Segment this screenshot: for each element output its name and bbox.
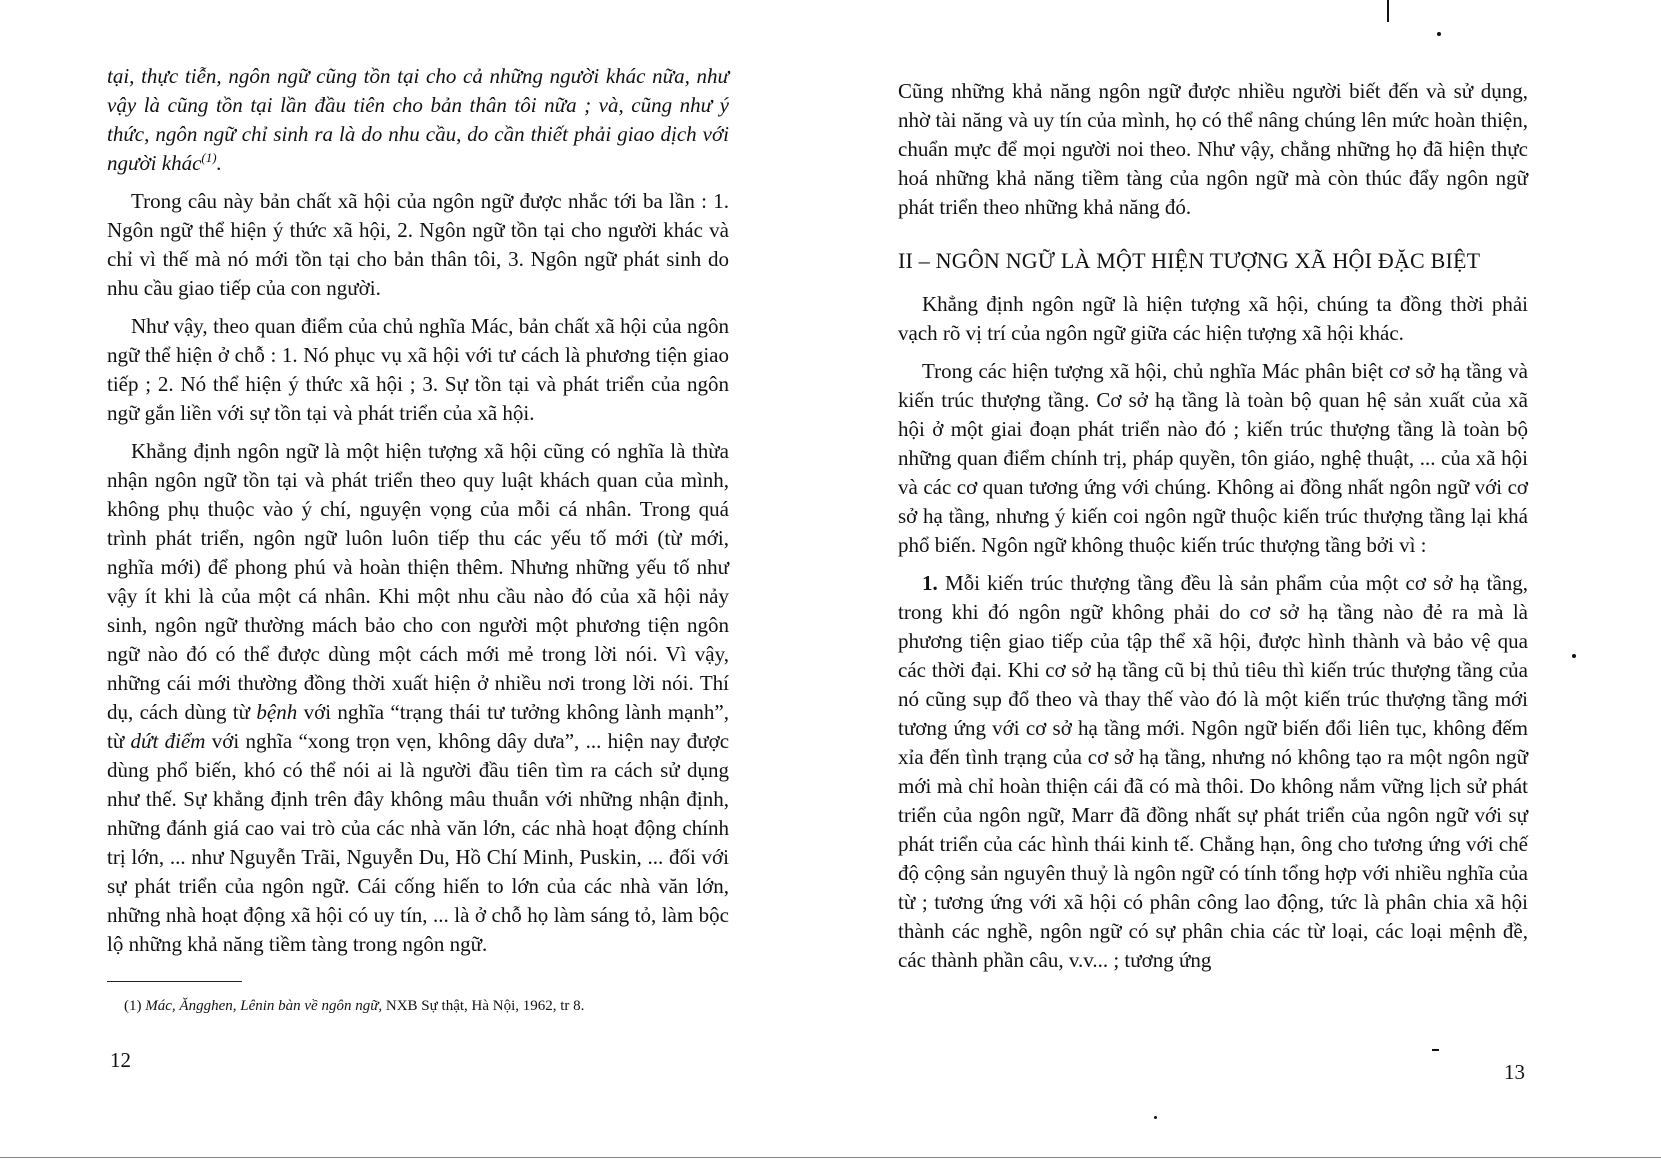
scan-speck	[1437, 32, 1441, 36]
footnote-divider	[107, 981, 242, 982]
paragraph-text: Mỗi kiến trúc thượng tầng đều là sản phẩm của một cơ sở hạ tầng, trong khi đó ngôn ngữ không phải do cơ sở hạ tầng nào đẻ ra mà là phương tiện giao tiếp của tập thể xã hội, được hình thành và bảo vệ qua các thời đại. Khi cơ sở hạ tầng cũ bị thủ tiêu thì kiến trúc thượng tầng của nó cũng sụp đổ theo và thay thế vào đó là một kiến trúc thượng tầng mới tương ứng với cơ sở hạ tầng mới. Ngôn ngữ biến đổi liên tục, không đếm xỉa đến tình trạng của cơ sở hạ tầng, nhưng nó không tạo ra một ngôn ngữ mới mà chỉ hoàn thiện cái đã có mà thôi. Do không nắm vững lịch sử phát triển của ngôn ngữ, Marr đã đồng nhất sự phát triển của ngôn ngữ với sự phát triển của các hình thái kinh tế. Chẳng hạn, ông cho tương ứng với chế độ cộng sản nguyên thuỷ là ngôn ngữ có tính tổng hợp với nhiều nghĩa của từ ; tương ứng với xã hội có phân công lao động, tức là phân chia xã hội thành các nghề, ngôn ngữ có sự phân chia các từ loại, các loại mệnh đề, các thành phần câu, v.v... ; tương ứng	[898, 571, 1529, 972]
section-heading: II – NGÔN NGỮ LÀ MỘT HIỆN TƯỢNG XÃ HỘI ĐẶC BIỆT	[898, 248, 1481, 273]
right-page	[830, 0, 1661, 1169]
paragraph: Trong các hiện tượng xã hội, chủ nghĩa Mác phân biệt cơ sở hạ tầng và kiến trúc thượng tầng. Cơ sở hạ tầng là toàn bộ quan hệ sản xuất của xã hội ở một giai đoạn phát triển nào đó ; kiến trúc thượng tầng là toàn bộ những quan điểm chính trị, pháp quyền, tôn giáo, nghệ thuật, ... của xã hội và các cơ quan tương ứng với chúng. Không ai đồng nhất ngôn ngữ với cơ sở hạ tầng, nhưng ý kiến coi ngôn ngữ thuộc kiến trúc thượng tầng lại khá phổ biến. Ngôn ngữ không thuộc kiến trúc thượng tầng bởi vì :	[898, 359, 1528, 557]
paragraph: Cũng những khả năng ngôn ngữ được nhiều người biết đến và sử dụng, nhờ tài năng và uy tín của mình, họ có thể nâng chúng lên mức hoàn thiện, chuẩn mực để mọi người noi theo. Như vậy, chẳng những họ đã hiện thực hoá những khả năng tiềm tàng của ngôn ngữ mà còn thúc đẩy ngôn ngữ phát triển theo những khả năng đó.	[898, 79, 1528, 219]
footnote-reference: (1)	[201, 150, 217, 165]
footnote	[124, 996, 744, 1016]
page-number-left: 12	[110, 1048, 131, 1072]
quote-end: .	[216, 151, 222, 175]
example-term: bệnh	[256, 700, 298, 724]
paragraph	[107, 437, 729, 959]
scan-edge-line	[1387, 0, 1389, 22]
footnote-title: Mác, Ăngghen, Lênin bàn về ngôn ngữ,	[145, 998, 383, 1014]
scan-bottom-edge	[0, 1157, 1661, 1158]
left-page	[0, 0, 800, 1169]
paragraph: Trong câu này bản chất xã hội của ngôn ngữ được nhắc tới ba lần : 1. Ngôn ngữ thể hiện ý thức xã hội, 2. Ngôn ngữ tồn tại cho người khác và chỉ vì thế mà nó mới tồn tại cho bản thân tôi, 3. Ngôn ngữ phát sinh do nhu cầu giao tiếp của con người.	[107, 189, 729, 300]
left-text-column	[107, 62, 729, 959]
paragraph-text: với nghĩa “xong trọn vẹn, không dây dưa”, ... hiện nay được dùng phổ biến, khó có thể nói ai là người đầu tiên tìm ra cách sử dụng như thế. Sự khẳng định trên đây không mâu thuẫn với những nhận định, những đánh giá cao vai trò của các nhà văn lớn, các nhà hoạt động chính trị lớn, ... như Nguyễn Trãi, Nguyễn Du, Hồ Chí Minh, Puskin, ... đối với sự phát triển của ngôn ngữ. Cái cống hiến to lớn của các nhà văn lớn, những nhà hoạt động xã hội có uy tín, ... là ở chỗ họ làm sáng tỏ, làm bộc lộ những khả năng tiềm tàng trong ngôn ngữ.	[107, 729, 730, 956]
scan-speck	[1154, 1116, 1157, 1119]
scan-speck	[1572, 654, 1576, 658]
paragraph-number: 1.	[922, 571, 938, 595]
paragraph-text: với nghĩa “trạng thái tư tưởng không lành mạnh”, từ	[107, 700, 730, 753]
right-text-column	[898, 77, 1528, 975]
footnote-marker: (1)	[124, 998, 142, 1014]
quote-text: tại, thực tiễn, ngôn ngữ cũng tồn tại cho cả những người khác nữa, như vậy là cũng tồn tại lần đầu tiên cho bản thân tôi nữa ; và, cũng như ý thức, ngôn ngữ chỉ sinh ra là do nhu cầu, do cần thiết phải giao dịch với người khác	[107, 64, 729, 175]
numbered-paragraph	[898, 569, 1528, 975]
footnote-details: NXB Sự thật, Hà Nội, 1962, tr 8.	[385, 998, 585, 1014]
paragraph: Khẳng định ngôn ngữ là hiện tượng xã hội, chúng ta đồng thời phải vạch rõ vị trí của ngôn ngữ giữa các hiện tượng xã hội khác.	[898, 292, 1528, 345]
scan-speck	[1432, 1049, 1439, 1051]
marx-quote	[107, 62, 729, 178]
example-term: dứt điểm	[130, 729, 206, 753]
paragraph-text: Khẳng định ngôn ngữ là một hiện tượng xã hội cũng có nghĩa là thừa nhận ngôn ngữ tồn tại và phát triển theo quy luật khách quan của mình, không phụ thuộc vào ý chí, nguyện vọng của mỗi cá nhân. Trong quá trình phát triển, ngôn ngữ luôn luôn tiếp thu các yếu tố mới (từ mới, nghĩa mới) để phong phú và hoàn thiện thêm. Nhưng những yếu tố như vậy ít khi là của một cá nhân. Khi một nhu cầu nào đó của xã hội nảy sinh, ngôn ngữ thường mách bảo cho con người một phương tiện ngôn ngữ nào đó có thể được dùng một cách mới mẻ trong lời nói. Vì vậy, những cái mới thường đồng thời xuất hiện ở nhiều nơi trong lời nói. Thí dụ, cách dùng từ	[107, 439, 729, 724]
page-number-right: 13	[1504, 1060, 1525, 1084]
paragraph: Như vậy, theo quan điểm của chủ nghĩa Mác, bản chất xã hội của ngôn ngữ thể hiện ở chỗ : 1. Nó phục vụ xã hội với tư cách là phương tiện giao tiếp ; 2. Nó thể hiện ý thức xã hội ; 3. Sự tồn tại và phát triển của ngôn ngữ gắn liền với sự tồn tại và phát triển của xã hội.	[107, 314, 729, 425]
